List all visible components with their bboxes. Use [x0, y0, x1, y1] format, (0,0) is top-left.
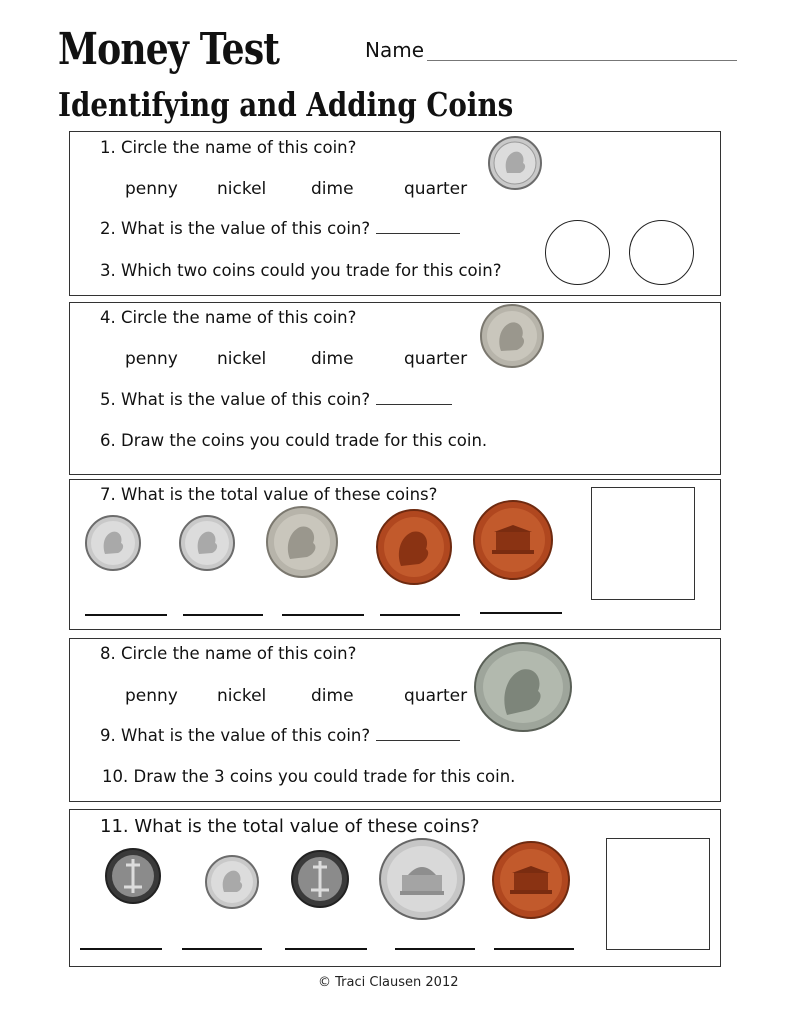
question-3: 3. Which two coins could you trade for this coin? [100, 261, 502, 280]
question-1: 1. Circle the name of this coin? [100, 138, 357, 157]
penny-coin-icon [375, 508, 453, 586]
answer-3-circle-b[interactable] [629, 220, 694, 285]
question-9-text: 9. What is the value of this coin? [100, 726, 371, 745]
answer-11-total-box[interactable] [606, 838, 710, 950]
nickel-coin-icon [479, 303, 545, 369]
answer-7-line-2[interactable] [183, 614, 263, 616]
answer-11-line-2[interactable] [182, 948, 262, 950]
question-2 [100, 219, 460, 238]
question-10: 10. Draw the 3 coins you could trade for this coin. [102, 767, 516, 786]
penny-coin-icon [491, 840, 571, 920]
answer-5-blank[interactable] [376, 390, 452, 405]
question-6: 6. Draw the coins you could trade for this coin. [100, 431, 488, 450]
quarter-coin-icon [473, 641, 573, 733]
question-2-text: 2. What is the value of this coin? [100, 219, 371, 238]
option-dime[interactable]: dime [311, 349, 354, 369]
option-dime[interactable]: dime [311, 686, 354, 706]
question-4: 4. Circle the name of this coin? [100, 308, 357, 327]
option-quarter[interactable]: quarter [404, 349, 468, 369]
dime-coin-icon [290, 849, 350, 909]
nickel-coin-icon [378, 837, 466, 921]
option-nickel[interactable]: nickel [217, 686, 267, 706]
answer-11-line-4[interactable] [395, 948, 475, 950]
page-title: Money Test [58, 24, 280, 75]
dime-coin-icon [178, 514, 236, 572]
answer-3-circle-a[interactable] [545, 220, 610, 285]
option-nickel[interactable]: nickel [217, 349, 267, 369]
dime-coin-icon [204, 854, 260, 910]
answer-11-line-3[interactable] [285, 948, 367, 950]
option-quarter[interactable]: quarter [404, 686, 468, 706]
name-label: Name [365, 38, 425, 62]
answer-11-line-5[interactable] [494, 948, 574, 950]
dime-coin-icon [104, 847, 162, 905]
answer-7-line-5[interactable] [480, 612, 562, 614]
copyright-footer: © Traci Clausen 2012 [318, 975, 459, 990]
option-dime[interactable]: dime [311, 179, 354, 199]
option-penny[interactable]: penny [125, 349, 178, 369]
answer-7-line-4[interactable] [380, 614, 460, 616]
nickel-coin-icon [265, 505, 339, 579]
name-input-line[interactable] [427, 60, 737, 61]
dime-coin-icon [487, 135, 543, 191]
answer-11-line-1[interactable] [80, 948, 162, 950]
answer-7-line-3[interactable] [282, 614, 364, 616]
question-8: 8. Circle the name of this coin? [100, 644, 357, 663]
option-penny[interactable]: penny [125, 686, 178, 706]
dime-coin-icon [84, 514, 142, 572]
page-subtitle: Identifying and Adding Coins [58, 85, 514, 124]
question-5 [100, 390, 452, 409]
penny-coin-icon [472, 499, 554, 581]
question-11: 11. What is the total value of these coins? [100, 816, 480, 837]
answer-9-blank[interactable] [376, 726, 460, 741]
answer-7-total-box[interactable] [591, 487, 695, 600]
question-5-text: 5. What is the value of this coin? [100, 390, 371, 409]
question-9 [100, 726, 460, 745]
answer-7-line-1[interactable] [85, 614, 167, 616]
option-nickel[interactable]: nickel [217, 179, 267, 199]
question-7: 7. What is the total value of these coins? [100, 485, 438, 504]
option-quarter[interactable]: quarter [404, 179, 468, 199]
option-penny[interactable]: penny [125, 179, 178, 199]
answer-2-blank[interactable] [376, 219, 460, 234]
